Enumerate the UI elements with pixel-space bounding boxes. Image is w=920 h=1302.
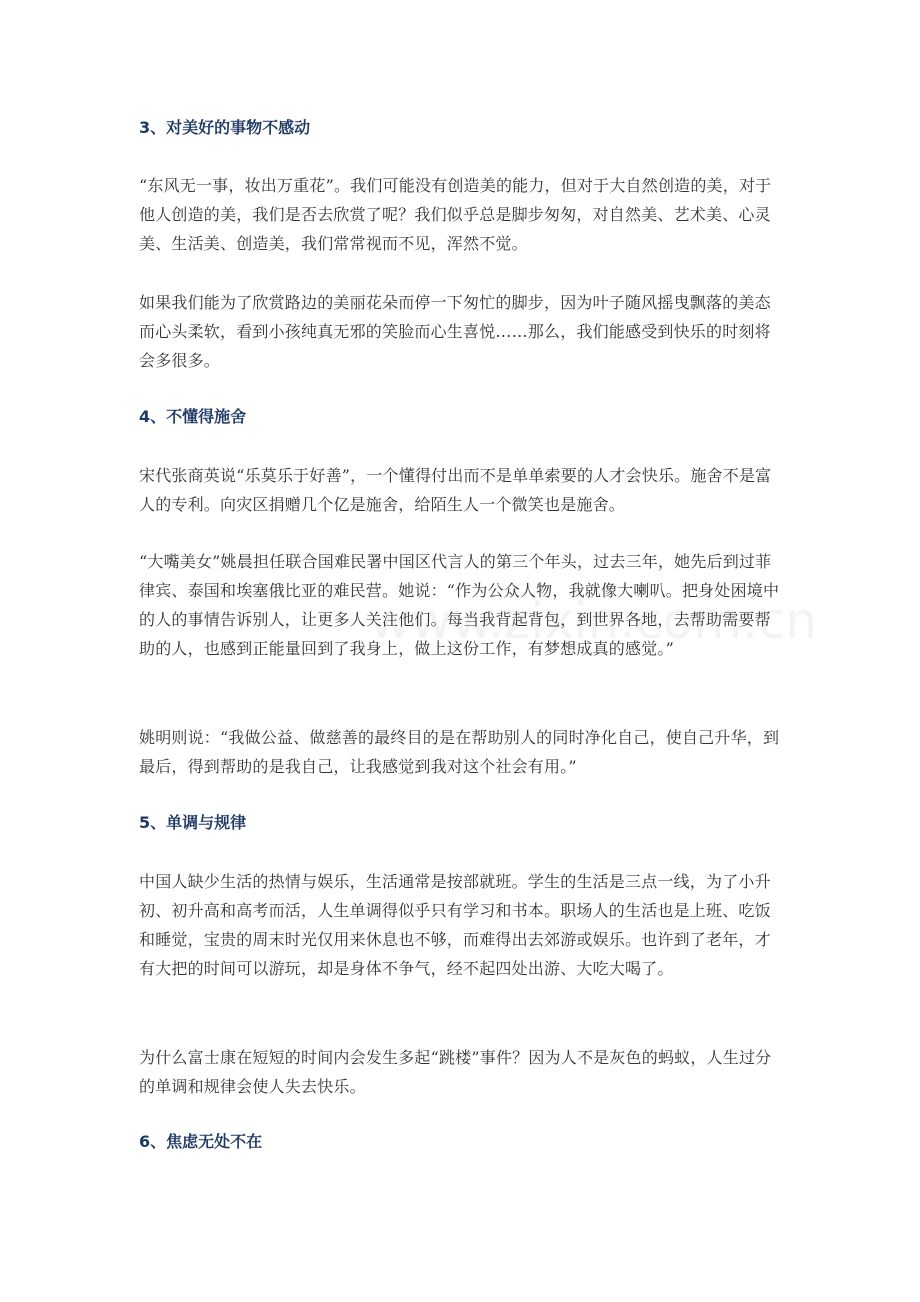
section-3-paragraph-2: 如果我们能为了欣赏路边的美丽花朵而停一下匆忙的脚步，因为叶子随风摇曳飘落的美态而心头柔软，看到小孩纯真无邪的笑脸而心生喜悦……那么，我们能感受到快乐的时刻将会多很多。	[139, 293, 771, 370]
section-5-paragraph-1: 中国人缺少生活的热情与娱乐，生活通常是按部就班。学生的生活是三点一线，为了小升初、初升高和高考而活，人生单调得似乎只有学习和书本。职场人的生活也是上班、吃饭和睡觉，宝贵的周末时光仅用来休息也不够，而难得出去郊游或娱乐。也许到了老年，才有大把的时间可以游玩，却是身体不争气，经不起四处出游、大吃大喝了。	[139, 872, 771, 978]
section-3-paragraph-1: “东风无一事，妆出万重花”。我们可能没有创造美的能力，但对于大自然创造的美，对于他人创造的美，我们是否去欣赏了呢？我们似乎总是脚步匆匆，对自然美、艺术美、心灵美、生活美、创造美，我们常常视而不见，浑然不觉。	[139, 176, 772, 253]
section-4-paragraph-1: 宋代张商英说“乐莫乐于好善”，一个懂得付出而不是单单索要的人才会快乐。施舍不是富人的专利。向灾区捐赠几个亿是施舍，给陌生人一个微笑也是施舍。	[139, 466, 772, 514]
section-4-paragraph-2: “大嘴美女”姚晨担任联合国难民署中国区代言人的第三个年头，过去三年，她先后到过菲律宾、泰国和埃塞俄比亚的难民营。她说：“作为公众人物，我就像大喇叭。把身处困境中的人的事情告诉别人，让更多人关注他们。每当我背起背包，到世界各地，去帮助需要帮助的人，也感到正能量回到了我身上，做上这份工作，有梦想成真的感觉。”	[139, 552, 780, 658]
section-5-heading: 5、单调与规律	[139, 813, 247, 832]
section-5-paragraph-2: 为什么富士康在短短的时间内会发生多起“跳楼”事件？因为人不是灰色的蚂蚁，人生过分的单调和规律会使人失去快乐。	[139, 1048, 772, 1096]
section-3-heading: 3、对美好的事物不感动	[139, 118, 311, 137]
section-6-heading: 6、焦虑无处不在	[139, 1132, 263, 1151]
section-4-paragraph-3: 姚明则说：“我做公益、做慈善的最终目的是在帮助别人的同时净化自己，使自己升华，到最后，得到帮助的是我自己，让我感觉到我对这个社会有用。”	[139, 728, 780, 776]
section-4-heading: 4、不懂得施舍	[139, 407, 247, 426]
